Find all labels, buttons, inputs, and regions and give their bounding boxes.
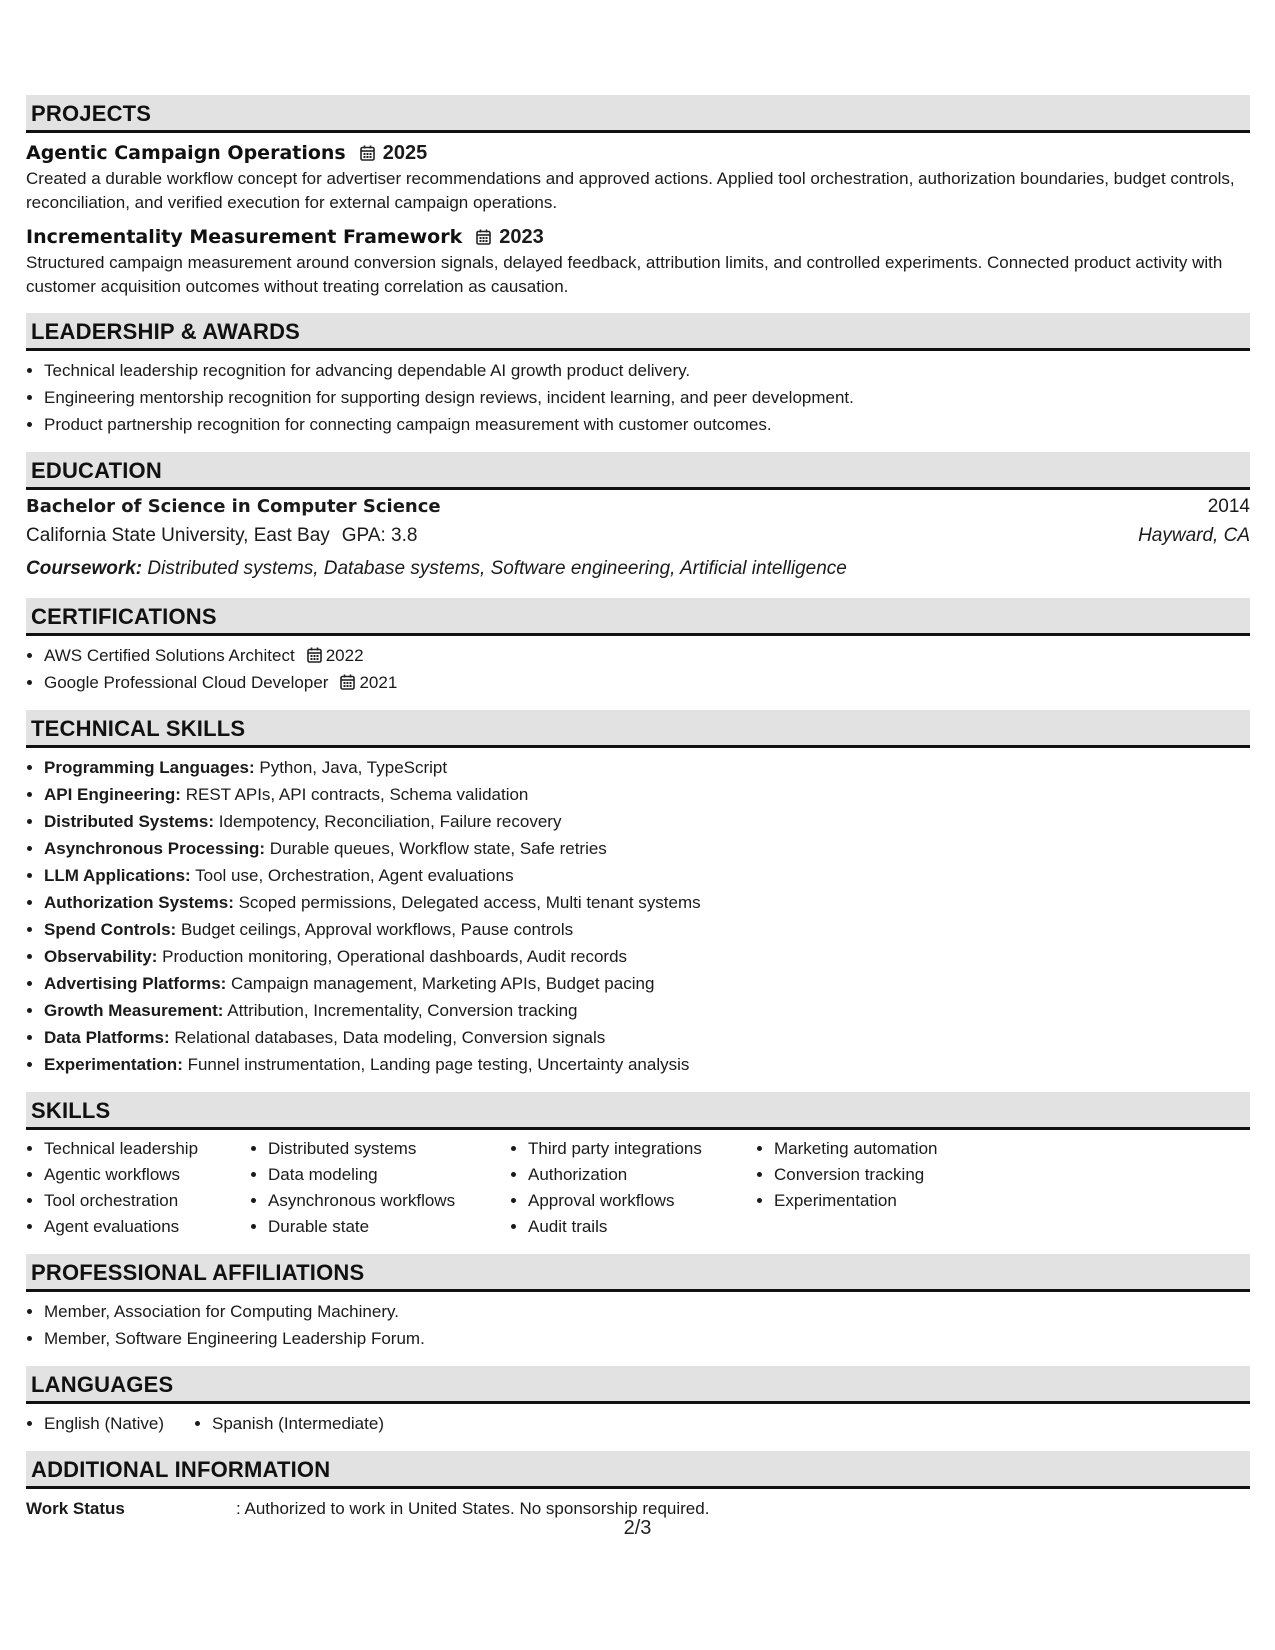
skill-category: Experimentation: [44, 1055, 183, 1074]
list-item: • Authorization [528, 1162, 756, 1188]
skill-category: LLM Applications: [44, 866, 191, 885]
skills-column [756, 1136, 994, 1240]
certification-name: AWS Certified Solutions Architect [44, 646, 295, 665]
resume-page [26, 95, 1250, 1537]
calendar-icon [476, 229, 491, 245]
section-title: TECHNICAL SKILLS [31, 716, 246, 741]
list-item: • Distributed systems [268, 1136, 510, 1162]
leadership-section [26, 313, 1250, 438]
skill-values: Funnel instrumentation, Landing page testing, Uncertainty analysis [187, 1055, 690, 1074]
list-item [44, 781, 1250, 808]
skill-category: API Engineering: [44, 785, 181, 804]
list-item: • Audit trails [528, 1214, 756, 1240]
list-item [44, 642, 1250, 669]
skills-column [26, 1136, 250, 1240]
calendar-icon [307, 644, 322, 660]
list-item [44, 835, 1250, 862]
project-year: 2025 [382, 141, 428, 164]
certifications-list [26, 642, 1250, 696]
affiliations-section [26, 1254, 1250, 1352]
skills-column [250, 1136, 510, 1240]
skill-values: Durable queues, Workflow state, Safe retries [269, 839, 607, 858]
graduation-year: 2014 [1207, 496, 1250, 517]
list-item [44, 862, 1250, 889]
skills-column [510, 1136, 756, 1240]
section-header [26, 598, 1250, 636]
project-name: Agentic Campaign Operations [26, 142, 346, 164]
list-item: • Data modeling [268, 1162, 510, 1188]
list-item: • English (Native) [44, 1410, 194, 1437]
skill-values: Python, Java, TypeScript [259, 758, 448, 777]
list-item [44, 997, 1250, 1024]
list-item [44, 943, 1250, 970]
list-item: • Tool orchestration [44, 1188, 250, 1214]
calendar-icon [340, 671, 355, 687]
skill-values: Tool use, Orchestration, Agent evaluations [195, 866, 514, 885]
leadership-list [26, 357, 1250, 438]
skill-values: Idempotency, Reconciliation, Failure recovery [218, 812, 562, 831]
skill-values: Relational databases, Data modeling, Conversion signals [174, 1028, 606, 1047]
section-header [26, 95, 1250, 133]
list-item: • Technical leadership recognition for advancing dependable AI growth product delivery. [44, 357, 1250, 384]
list-item: • Engineering mentorship recognition for supporting design reviews, incident learning, and peer development. [44, 384, 1250, 411]
list-item [44, 1051, 1250, 1078]
skill-values: Production monitoring, Operational dashboards, Audit records [162, 947, 628, 966]
section-title: PROFESSIONAL AFFILIATIONS [31, 1260, 365, 1285]
skill-category: Data Platforms: [44, 1028, 170, 1047]
section-header [26, 710, 1250, 748]
skill-values: Attribution, Incrementality, Conversion tracking [227, 1001, 578, 1020]
work-status-label: Work Status [26, 1499, 125, 1518]
certifications-section [26, 598, 1250, 696]
section-title: ADDITIONAL INFORMATION [31, 1457, 331, 1482]
list-item: • Spanish (Intermediate) [212, 1410, 384, 1437]
skill-category: Asynchronous Processing: [44, 839, 266, 858]
section-header [26, 313, 1250, 351]
certification-year: 2022 [325, 646, 364, 665]
list-item: • Approval workflows [528, 1188, 756, 1214]
technical-skills-section [26, 710, 1250, 1078]
list-item: • Technical leadership [44, 1136, 250, 1162]
school-location: Hayward, CA [1138, 525, 1250, 546]
section-title: LANGUAGES [31, 1372, 174, 1397]
list-item: • Agentic workflows [44, 1162, 250, 1188]
list-item: • Durable state [268, 1214, 510, 1240]
coursework [26, 554, 1250, 584]
skill-category: Advertising Platforms: [44, 974, 227, 993]
project-name: Incrementality Measurement Framework [26, 226, 463, 248]
education-section [26, 452, 1250, 584]
projects-section [26, 95, 1250, 299]
list-item [44, 970, 1250, 997]
skills-grid [26, 1136, 1250, 1240]
section-title: LEADERSHIP & AWARDS [31, 319, 301, 344]
list-item [44, 808, 1250, 835]
section-title: PROJECTS [31, 101, 152, 126]
section-header [26, 1092, 1250, 1130]
skill-category: Programming Languages: [44, 758, 255, 777]
list-item: • Member, Association for Computing Machinery. [44, 1298, 1250, 1325]
skill-category: Distributed Systems: [44, 812, 215, 831]
section-title: EDUCATION [31, 458, 162, 483]
skill-category: Spend Controls: [44, 920, 177, 939]
skill-category: Growth Measurement: [44, 1001, 224, 1020]
technical-skills-list [26, 754, 1250, 1078]
list-item: • Experimentation [774, 1188, 994, 1214]
affiliations-list [26, 1298, 1250, 1352]
list-item [44, 669, 1250, 696]
certification-year: 2021 [359, 673, 398, 692]
list-item: • Marketing automation [774, 1136, 994, 1162]
calendar-icon [360, 145, 375, 161]
gpa: GPA: 3.8 [341, 525, 418, 546]
list-item [44, 916, 1250, 943]
list-item: • Product partnership recognition for connecting campaign measurement with customer outcomes. [44, 411, 1250, 438]
certification-name: Google Professional Cloud Developer [44, 673, 329, 692]
work-status-value: : Authorized to work in United States. No sponsorship required. [236, 1499, 710, 1518]
project-year: 2023 [499, 225, 544, 248]
project-description: Created a durable workflow concept for advertiser recommendations and approved actions. Applied tool orchestration, authorization boundaries, budget controls, reconciliation, and verified execution for external campaign operations. [26, 169, 1235, 212]
project-description: Structured campaign measurement around conversion signals, delayed feedback, attribution limits, and controlled experiments. Connected product activity with customer acquisition outcomes without treating correlation as causation. [26, 253, 1223, 296]
coursework-label: Coursework: [26, 558, 143, 579]
skills-section [26, 1092, 1250, 1240]
skill-category: Authorization Systems: [44, 893, 234, 912]
skill-values: Budget ceilings, Approval workflows, Pause controls [180, 920, 574, 939]
section-header [26, 1451, 1250, 1489]
section-header [26, 1254, 1250, 1292]
section-title: SKILLS [31, 1098, 111, 1123]
project-item [26, 223, 1250, 299]
page-number: 2/3 [623, 1517, 652, 1539]
school-name: California State University, East Bay [26, 525, 330, 546]
list-item: • Asynchronous workflows [268, 1188, 510, 1214]
languages-list [26, 1410, 1250, 1437]
skill-category: Observability: [44, 947, 158, 966]
section-title: CERTIFICATIONS [31, 604, 217, 629]
list-item [44, 754, 1250, 781]
list-item [44, 889, 1250, 916]
additional-info-section [26, 1451, 1250, 1523]
skill-values: REST APIs, API contracts, Schema validation [185, 785, 529, 804]
degree: Bachelor of Science in Computer Science [26, 496, 441, 517]
coursework-list: Distributed systems, Database systems, Software engineering, Artificial intelligence [147, 558, 847, 579]
project-item [26, 139, 1250, 215]
languages-section [26, 1366, 1250, 1437]
list-item: • Member, Software Engineering Leadership Forum. [44, 1325, 1250, 1352]
list-item: • Agent evaluations [44, 1214, 250, 1240]
section-header [26, 1366, 1250, 1404]
list-item: • Third party integrations [528, 1136, 756, 1162]
skill-values: Campaign management, Marketing APIs, Budget pacing [231, 974, 655, 993]
skill-values: Scoped permissions, Delegated access, Multi tenant systems [238, 893, 701, 912]
list-item [44, 1024, 1250, 1051]
list-item: • Conversion tracking [774, 1162, 994, 1188]
section-header [26, 452, 1250, 490]
